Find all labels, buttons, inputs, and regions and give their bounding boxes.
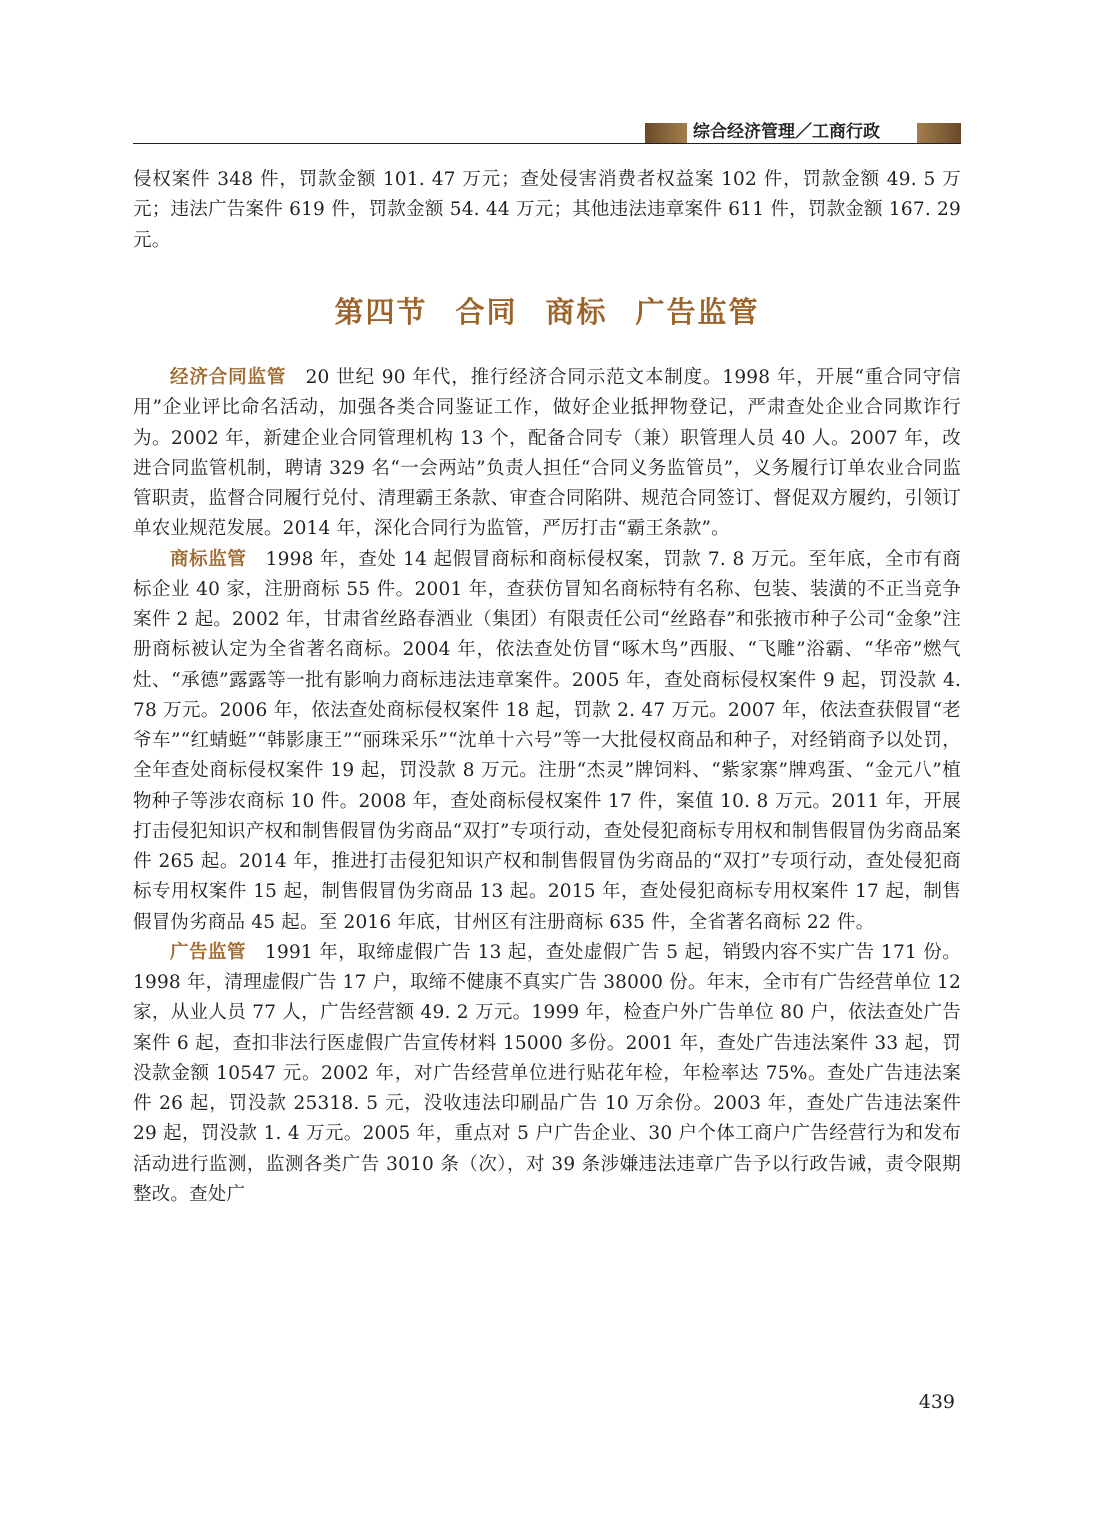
page-number: 439 <box>918 1391 955 1413</box>
header-decoration-right <box>917 123 961 143</box>
paragraph-trademark <box>133 545 961 938</box>
paragraph-text: 1991 年，取缔虚假广告 13 起，查处虚假广告 5 起，销毁内容不实广告 171 份。1998 年，清理虚假广告 17 户，取缔不健康不真实广告 38000 份。年末，全市有广告经营单位 12 家，从业人员 77 人，广告经营额 49. 2 万元。1999 年，检查户外广告单位 80 户，依法查处广告案件 6 起，查扣非法行医虚假广告宣传材料 15000 多份。2001 年，查处广告违法案件 33 起，罚没款金额 10547 元。2002 年，对广告经营单位进行贴花年检，年检率达 75%。查处广告违法案件 26 起，罚没款 25318. 5 元，没收违法印刷品广告 10 万余份。2003 年，查处广告违法案件 29 起，罚没款 1. 4 万元。2005 年，重点对 5 户广告企业、30 户个体工商户广告经营行为和发布活动进行监测，监测各类广告 3010 条（次），对 39 条涉嫌违法违章广告予以行政告诫，责令限期整改。查处广 <box>133 941 961 1205</box>
section-title <box>133 292 961 332</box>
paragraph-lead: 商标监管 <box>170 548 247 570</box>
continuation-block <box>133 165 961 256</box>
header-decoration-left <box>645 123 687 143</box>
paragraph-lead: 经济合同监管 <box>170 367 287 388</box>
running-header <box>133 121 961 143</box>
section-title-part: 商标 <box>545 295 608 329</box>
section-title-part: 合同 <box>455 295 518 329</box>
section-body <box>133 363 961 1210</box>
paragraph-text: 1998 年，查处 14 起假冒商标和商标侵权案，罚款 7. 8 万元。至年底，全市有商标企业 40 家，注册商标 55 件。2001 年，查获仿冒知名商标特有名称、包装、装潢的不正当竞争案件 2 起。2002 年，甘肃省丝路春酒业（集团）有限责任公司“丝路春”和张掖市种子公司“金象”注册商标被认定为全省著名商标。2004 年，依法查处仿冒“啄木鸟”西服、“飞雕”浴霸、“华帝”燃气灶、“承德”露露等一批有影响力商标违法违章案件。2005 年，查处商标侵权案件 9 起，罚没款 4. 78 万元。2006 年，依法查处商标侵权案件 18 起，罚款 2. 47 万元。2007 年，依法查获假冒“老爷车”“红蜻蜓”“韩影康王”“丽珠采乐”“沈单十六号”等一大批侵权商品和种子，对经销商予以处罚，全年查处商标侵权案件 19 起，罚没款 8 万元。注册“杰灵”牌饲料、“紫家寨”牌鸡蛋、“金元八”植物种子等涉农商标 10 件。2008 年，查处商标侵权案件 17 件，案值 10. 8 万元。2011 年，开展打击侵犯知识产权和制售假冒伪劣商品“双打”专项行动，查处侵犯商标专用权和制售假冒伪劣商品案件 265 起。2014 年，推进打击侵犯知识产权和制售假冒伪劣商品的“双打”专项行动，查处侵犯商标专用权案件 15 起，制售假冒伪劣商品 13 起。2015 年，查处侵犯商标专用权案件 17 起，制售假冒伪劣商品 45 起。至 2016 年底，甘州区有注册商标 635 件，全省著名商标 22 件。 <box>133 548 961 933</box>
header-title: 综合经济管理／工商行政 <box>693 122 880 142</box>
header-rule <box>133 143 961 144</box>
paragraph-text: 20 世纪 90 年代，推行经济合同示范文本制度。1998 年，开展“重合同守信用”企业评比命名活动，加强各类合同鉴证工作，做好企业抵押物登记，严肃查处企业合同欺诈行为。2002 年，新建企业合同管理机构 13 个，配备合同专（兼）职管理人员 40 人。2007 年，改进合同监管机制，聘请 329 名“一会两站”负责人担任“合同义务监管员”，义务履行订单农业合同监管职责，监督合同履行兑付、清理霸王条款、审查合同陷阱、规范合同签订、督促双方履约，引领订单农业规范发展。2014 年，深化合同行为监管，严厉打击“霸王条款”。 <box>133 367 961 540</box>
paragraph-contract <box>133 363 961 545</box>
section-title-part: 广告监管 <box>635 295 760 329</box>
continuation-paragraph: 侵权案件 348 件，罚款金额 101. 47 万元；查处侵害消费者权益案 102 件，罚款金额 49. 5 万元；违法广告案件 619 件，罚款金额 54. 44 万元；其他违法违章案件 611 件，罚款金额 167. 29 元。 <box>133 169 961 251</box>
paragraph-lead: 广告监管 <box>170 941 246 963</box>
section-number: 第四节 <box>334 295 428 329</box>
paragraph-advertising <box>133 938 961 1210</box>
